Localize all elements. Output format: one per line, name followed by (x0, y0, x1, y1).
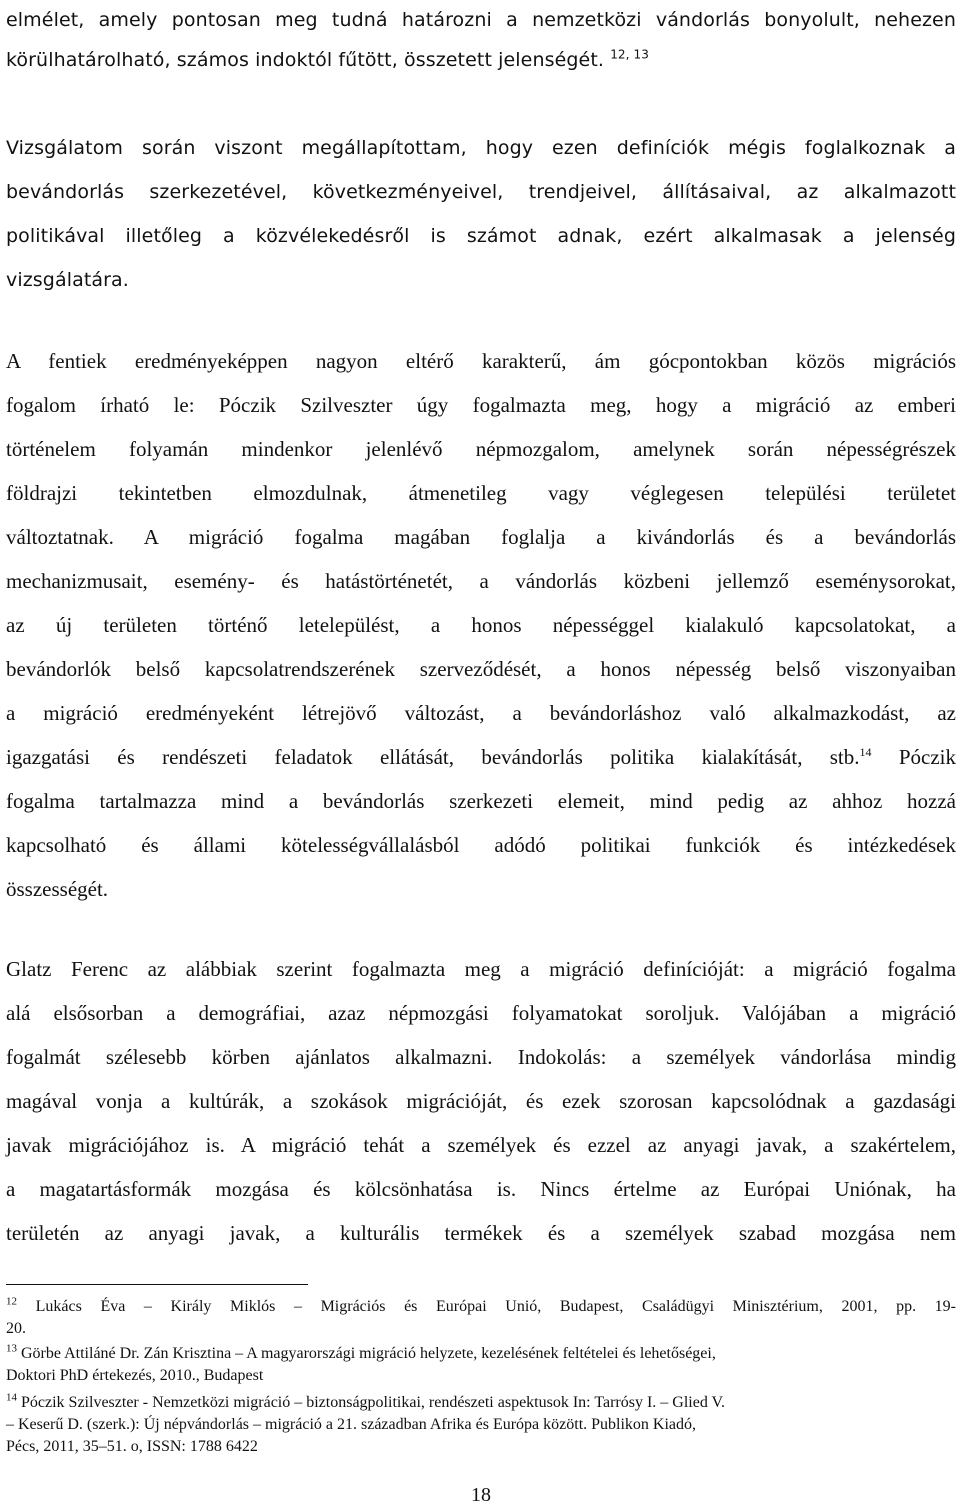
text-line: Glatz Ferenc az alábbiak szerint fogalmazta meg a migráció definícióját: a migráció fogalma (6, 957, 956, 981)
text-line: politikával illetőleg a közvélekedésről is számot adnak, ezért alkalmasak a jelenség (6, 225, 956, 247)
footnote-text: Póczik Szilveszter - Nemzetközi migráció – biztonságpolitikai, rendészeti aspektusok In: Tarrósy I. – Glied V. (21, 1394, 726, 1411)
footnote-line: – Keserű D. (szerk.): Új népvándorlás – migráció a 21. században Afrika és Európa között. Publikon Kiadó, (6, 1416, 697, 1433)
text-line: területén az anyagi javak, a kulturális termékek és a személyek szabad mozgása nem (6, 1221, 956, 1245)
text-line: fogalmát szélesebb körben ajánlatos alkalmazni. Indokolás: a személyek vándorlása mindig (6, 1045, 956, 1069)
text-segment: Póczik (898, 745, 957, 769)
text-line: bevándorlók belső kapcsolatrendszerének szerveződését, a honos népesség belső viszonyaiban (6, 657, 956, 681)
footnote-number: 14 (6, 1391, 17, 1404)
text-line: mechanizmusait, esemény- és hatástörténetét, a vándorlás közbeni jellemző eseménysorokat, (6, 569, 956, 593)
text-line: a magatartásformák mozgása és kölcsönhatása is. Nincs értelme az Európai Uniónak, ha (6, 1177, 956, 1201)
text-line (6, 735, 956, 779)
text-line: javak migrációjához is. A migráció tehát a személyek és ezzel az anyagi javak, a szakértelem, (6, 1133, 956, 1157)
text-line: fogalom írható le: Póczik Szilveszter úgy fogalmazta meg, hogy a migráció az emberi (6, 393, 956, 417)
text-line: bevándorlás szerkezetével, következményeivel, trendjeivel, állításaival, az alkalmazott (6, 181, 956, 203)
footnote-14 (6, 1392, 956, 1458)
text-line: Vizsgálatom során viszont megállapítottam, hogy ezen definíciók mégis foglalkoznak a (6, 137, 956, 159)
footnote-line (6, 1343, 956, 1365)
footnote-number: 12 (6, 1295, 17, 1308)
text-line (6, 40, 956, 80)
footnote-line (6, 1392, 956, 1414)
text-line: a migráció eredményeként létrejövő változást, a bevándorláshoz való alkalmazkodást, az (6, 701, 956, 725)
paragraph-definitions (6, 126, 956, 302)
footnote-line: 20. (6, 1320, 26, 1337)
text-line: az új területen történő letelepülést, a honos népességgel kialakuló kapcsolatokat, a (6, 613, 956, 637)
footnote-13 (6, 1343, 956, 1387)
footnote-line: Pécs, 2011, 35–51. o, ISSN: 1788 6422 (6, 1438, 258, 1455)
text-line: vizsgálatára. (6, 269, 129, 291)
text-line: alá elsősorban a demográfiai, azaz népmozgási folyamatokat soroljuk. Valójában a migráció (6, 1001, 956, 1025)
footnote-12 (6, 1296, 956, 1340)
footnote-line: Doktori PhD értekezés, 2010., Budapest (6, 1367, 264, 1384)
document-page (6, 0, 956, 1509)
footnote-reference: 14 (859, 745, 872, 759)
text-line: magával vonja a kultúrák, a szokások migrációját, és ezek szorosan kapcsolódnak a gazdasági (6, 1089, 956, 1113)
text-line: elmélet, amely pontosan meg tudná határozni a nemzetközi vándorlás bonyolult, nehezen (6, 9, 956, 31)
footnote-separator (6, 1284, 308, 1285)
text-line: kapcsolható és állami kötelességvállalásból adódó politikai funkciók és intézkedések (6, 833, 956, 857)
text-line: történelem folyamán mindenkor jelenlévő népmozgalom, amelynek során népességrészek (6, 437, 956, 461)
text-line: fogalma tartalmazza mind a bevándorlás szerkezeti elemeit, mind pedig az ahhoz hozzá (6, 789, 956, 813)
text-line: A fentiek eredményeképpen nagyon eltérő karakterű, ám gócpontokban közös migrációs (6, 349, 956, 373)
text-line: változtatnak. A migráció fogalma magában foglalja a kivándorlás és a bevándorlás (6, 525, 956, 549)
paragraph-continuation (6, 0, 956, 80)
paragraph-poczik-definition (6, 339, 956, 911)
paragraph-glatz-definition (6, 947, 956, 1255)
footnote-line (6, 1296, 956, 1318)
footnote-number: 13 (6, 1342, 17, 1355)
footnote-text: Görbe Attiláné Dr. Zán Krisztina – A magyarországi migráció helyzete, kezelésének feltételei és lehetőségei, (21, 1345, 716, 1362)
text-line: földrajzi tekintetben elmozdulnak, átmenetileg vagy véglegesen települési területet (6, 481, 956, 505)
text-segment: körülhatárolható, számos indoktól fűtött, összetett jelenségét. (6, 49, 605, 71)
text-line: összességét. (6, 877, 109, 901)
text-segment: igazgatási és rendészeti feladatok ellátását, bevándorlás politika kialakítását, stb. (6, 745, 860, 769)
footnote-reference: 12, 13 (610, 47, 649, 62)
footnote-text: Lukács Éva – Király Miklós – Migrációs és Európai Unió, Budapest, Családügyi Minisztérium, 2001, pp. 19- (35, 1298, 957, 1315)
page-number: 18 (471, 1484, 491, 1506)
